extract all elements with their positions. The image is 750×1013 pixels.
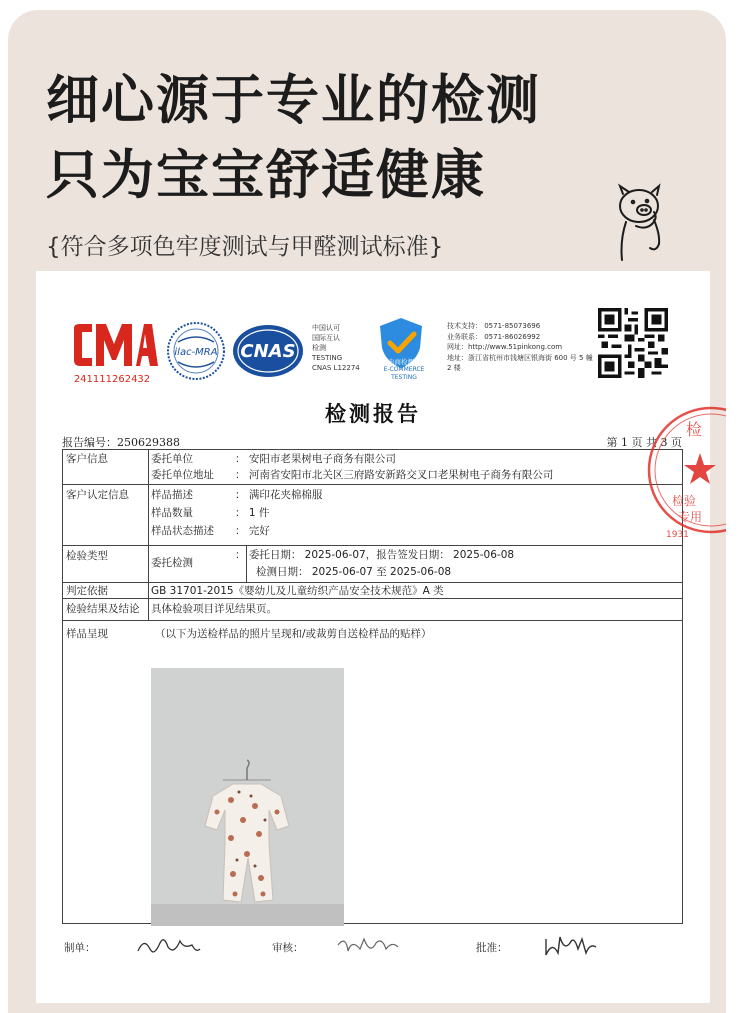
report-number: 报告编号：250629388: [62, 436, 180, 449]
ilac-mra-logo-icon: [166, 318, 226, 384]
report-table: [62, 449, 683, 924]
stamp-text: 专用: [678, 510, 703, 524]
website-line: 网址：http://www.51pinkong.com: [447, 343, 563, 351]
stamp-text: 检验: [672, 494, 697, 508]
sample-state-label: 样品状态描述: [151, 525, 214, 537]
cma-number: 241111262432: [73, 374, 151, 385]
page-indicator: 第 1 页 共 3 页: [606, 436, 682, 449]
sample-photo-label: 样品呈现: [66, 628, 108, 640]
commission-unit-label: 委托单位: [151, 453, 193, 465]
table-divider: [63, 620, 682, 621]
cnas-logo-icon: [232, 323, 304, 379]
ilac-text: ilac-MRA: [174, 347, 218, 358]
qr-code-icon: [598, 308, 668, 378]
sample-photo: [151, 668, 344, 926]
sample-qty-value: ： 1 件: [235, 507, 270, 519]
sample-qty-label: 样品数量: [151, 507, 193, 519]
sample-state-value: ： 完好: [235, 525, 270, 537]
conclusion-value: 具体检验项目详见结果页。: [151, 603, 277, 615]
cnas-caption-line: TESTING: [312, 354, 343, 362]
test-type-value: 委托检测: [151, 557, 193, 569]
commission-address-value: ： 河南省安阳市北关区三府路安新路交叉口老果树电子商务有限公司: [235, 469, 554, 481]
headline-line-1: 细心源于专业的检测: [46, 70, 541, 131]
stamp-text: 检: [686, 420, 703, 439]
headline-line-2: 只为宝宝舒适健康: [46, 145, 486, 206]
table-divider: [63, 598, 682, 599]
test-type-label: 检验类型: [66, 550, 108, 562]
cma-logo-icon: [66, 318, 158, 386]
table-divider: [63, 484, 682, 485]
approved-by-label: 批准：: [476, 942, 508, 954]
sample-desc-value: ： 满印花夹棉棉服: [235, 489, 323, 501]
stamp-text: 1931: [666, 530, 689, 540]
commission-address-label: 委托单位地址: [151, 469, 214, 481]
cnas-caption-line: 中国认可: [312, 324, 340, 332]
ecom-label-text: 电商检测: [388, 358, 414, 366]
test-report: [36, 271, 710, 1003]
ecommerce-testing-label: E-COMMERCE TESTING: [383, 366, 425, 381]
cnas-caption-line: 国际互认: [312, 334, 340, 342]
client-confirm-label: 客户认定信息: [66, 489, 129, 501]
official-stamp-icon: [636, 395, 726, 545]
basis-label: 判定依据: [66, 585, 108, 597]
basis-value: GB 31701-2015《婴幼儿及儿童纺织产品安全技术规范》A 类: [151, 585, 444, 597]
business-contact-line: 业务联系： 0571-86026992: [447, 332, 541, 341]
table-divider: [63, 582, 682, 583]
commission-unit-value: ： 安阳市老果树电子商务有限公司: [235, 453, 396, 465]
client-info-label: 客户信息: [66, 453, 108, 465]
cnas-caption-line: 检测: [312, 344, 326, 352]
address-line: 地址：浙江省杭州市钱塘区银海街 600 号 5 幢 2 楼: [447, 353, 593, 372]
sample-photo-note: （以下为送检样品的照片呈现和/或裁剪自送检样品的贴样）: [155, 628, 432, 640]
tech-support-line: 技术支持： 0571-85073696: [447, 322, 541, 330]
table-divider: [148, 450, 149, 620]
subtitle: {符合多项色牢度测试与甲醛测试标准}: [46, 234, 444, 260]
baby-romper-photo-icon: [151, 668, 344, 926]
pig-mascot-icon: [606, 182, 676, 262]
sample-desc-label: 样品描述: [151, 489, 193, 501]
cnas-text: CNAS: [240, 341, 296, 362]
cnas-caption-line: CNAS L12274: [312, 364, 360, 372]
table-divider: [63, 545, 682, 546]
test-dates: 检测日期： 2025-06-07 至 2025-06-08: [256, 566, 452, 578]
prepared-signature-icon: [134, 931, 204, 961]
prepared-by-label: 制单：: [64, 942, 96, 954]
reviewed-signature-icon: [334, 931, 404, 961]
approved-signature-icon: [540, 931, 610, 961]
reviewed-by-label: 审核：: [272, 942, 304, 954]
commission-dates: ： 委托日期： 2025-06-07，报告签发日期： 2025-06-08: [235, 549, 515, 561]
contact-info: [447, 321, 597, 374]
report-title: 检测报告: [325, 401, 421, 426]
conclusion-label: 检验结果及结论: [66, 603, 140, 615]
